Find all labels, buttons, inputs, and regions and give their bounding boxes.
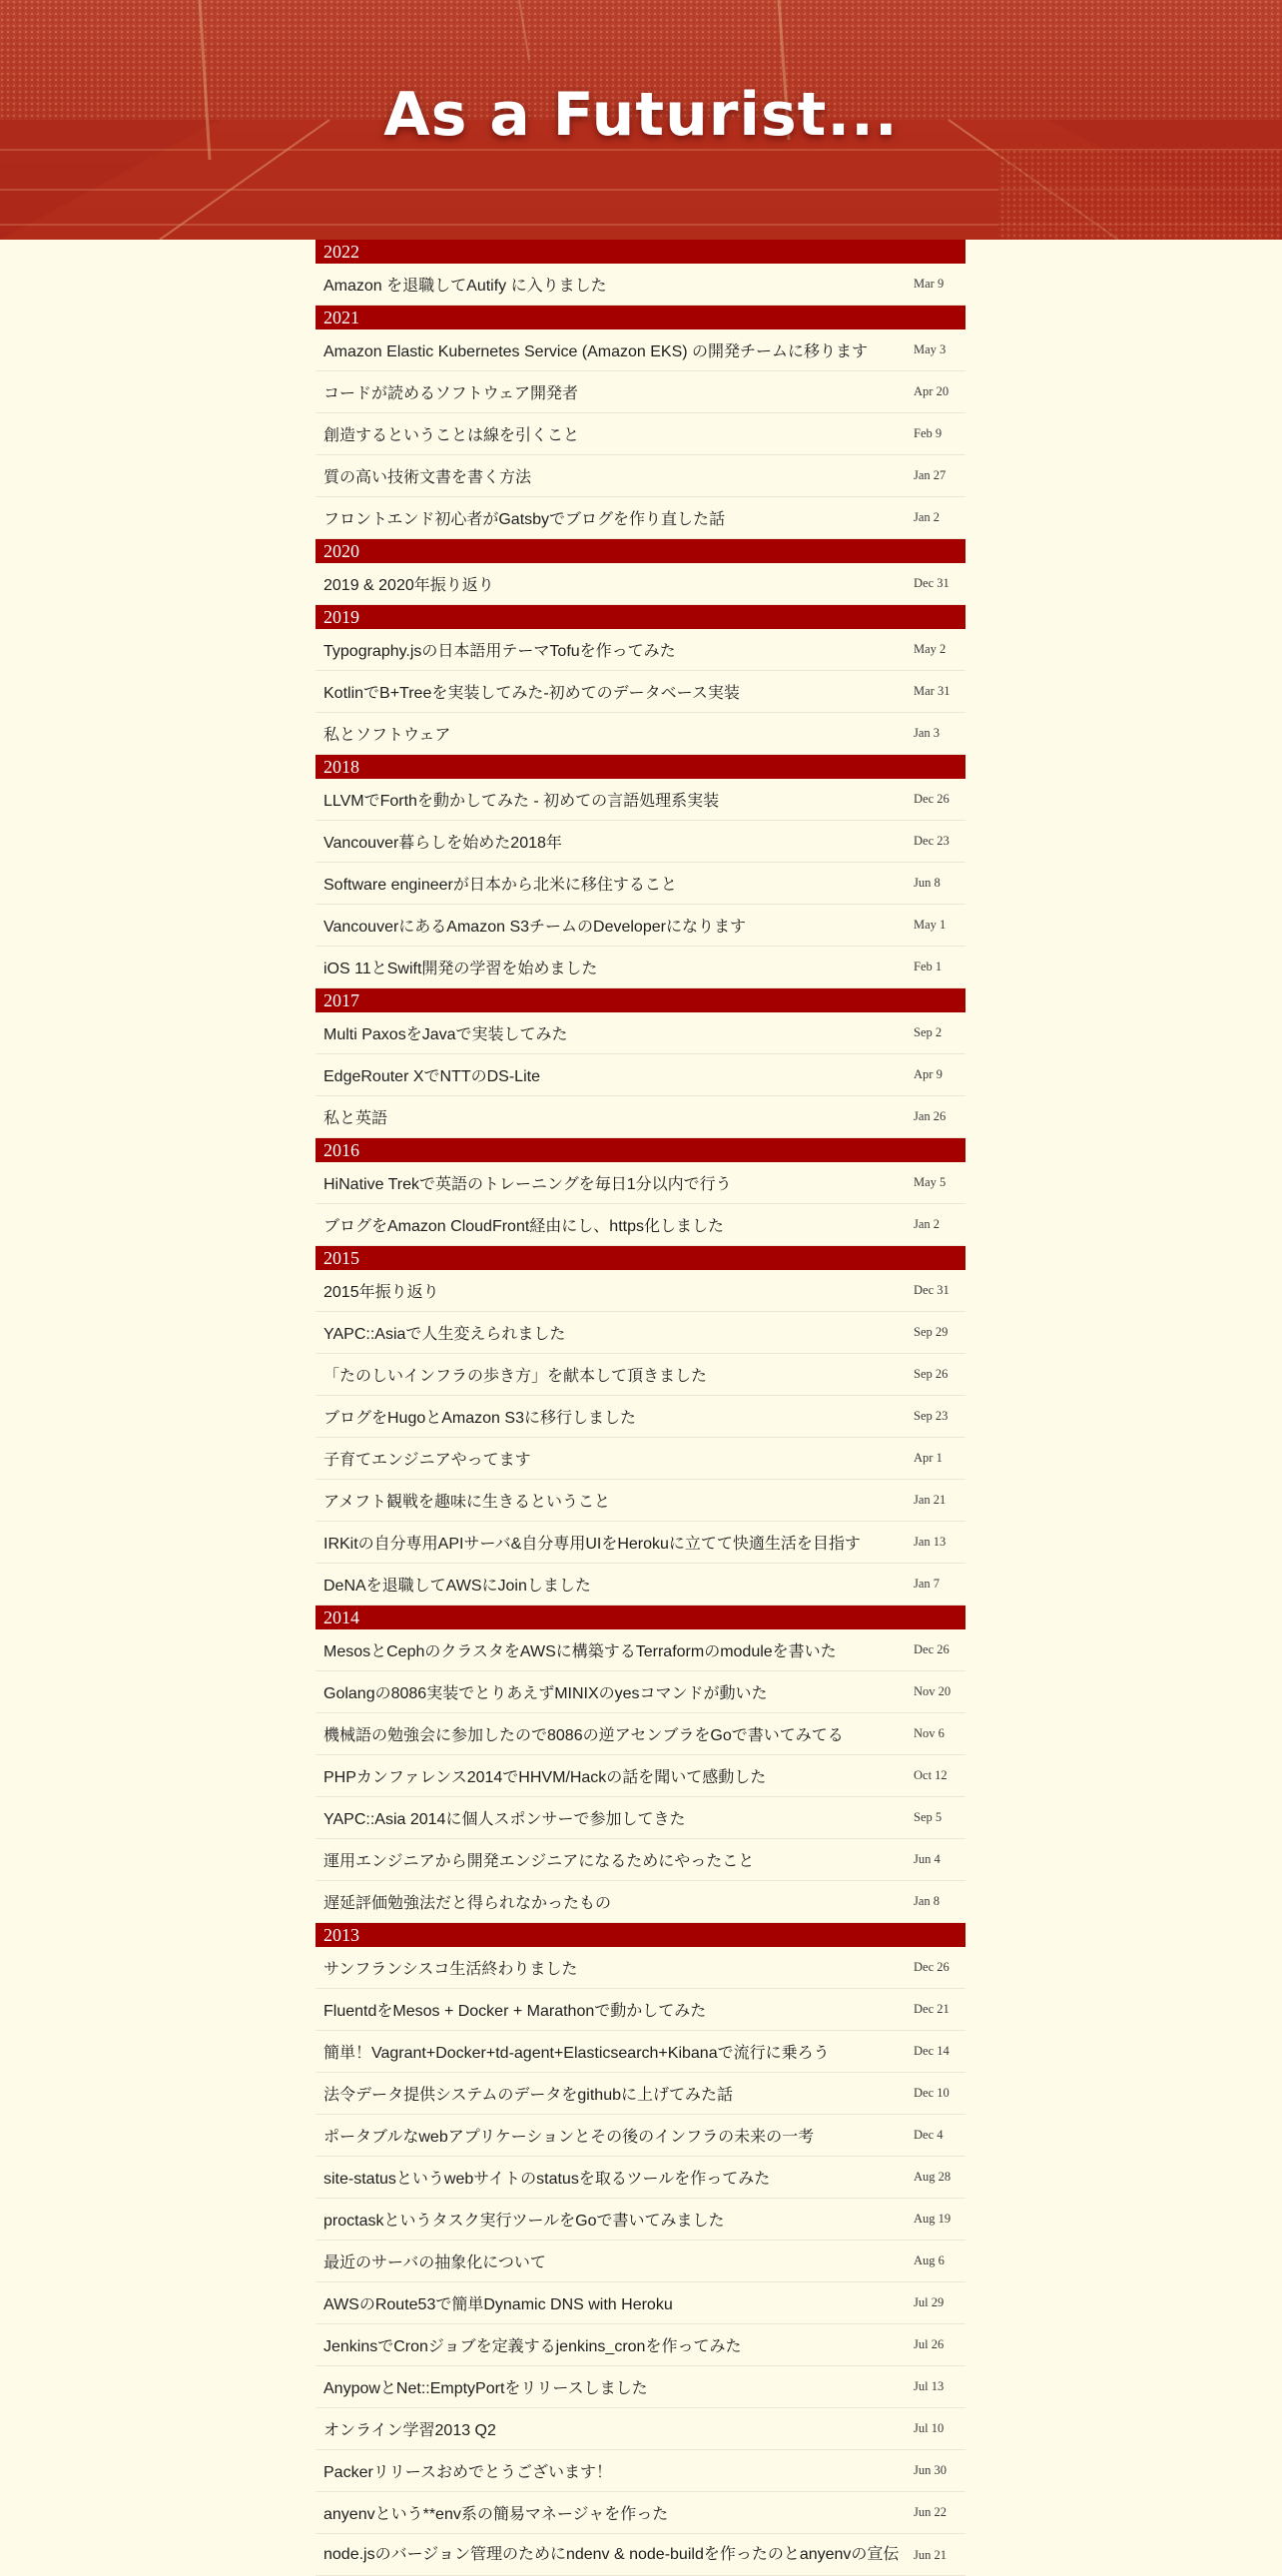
post-date: Jun 22 — [914, 2505, 947, 2519]
post-row[interactable] — [316, 1564, 965, 1606]
post-date: Sep 5 — [914, 1810, 943, 1824]
post-row[interactable] — [316, 2115, 965, 2157]
post-row[interactable] — [316, 1755, 965, 1797]
post-title-link[interactable]: VancouverにあるAmazon S3チームのDeveloperになります — [323, 919, 746, 936]
post-date: Dec 26 — [914, 1960, 950, 1974]
post-date: Dec 31 — [914, 576, 950, 590]
post-date: Jul 13 — [914, 2379, 945, 2393]
post-row[interactable] — [316, 2450, 965, 2492]
post-date: Apr 9 — [914, 1067, 943, 1081]
post-title-link[interactable]: 「たのしいインフラの歩き方」を献本して頂きました — [323, 1368, 708, 1385]
post-row[interactable] — [316, 1947, 965, 1989]
post-row[interactable] — [316, 629, 965, 671]
post-date: Jun 30 — [914, 2463, 947, 2477]
year-header: 2015 — [316, 1246, 965, 1270]
post-title-link[interactable]: AnypowとNet::EmptyPortをリリースしました — [323, 2380, 648, 2397]
post-title-link[interactable]: iOS 11とSwift開発の学習を始めました — [323, 961, 598, 977]
post-date: Dec 23 — [914, 834, 950, 848]
post-date: Nov 20 — [914, 1684, 952, 1698]
post-date: May 2 — [914, 642, 947, 656]
post-title-link[interactable]: YAPC::Asia 2014に個人スポンサーで参加してきた — [323, 1811, 686, 1828]
post-row[interactable] — [316, 1054, 965, 1096]
post-date: Sep 2 — [914, 1025, 943, 1039]
post-title-link[interactable]: 運用エンジニアから開発エンジニアになるためにやったこと — [323, 1853, 755, 1870]
post-date: Jul 29 — [914, 2295, 945, 2309]
post-date: Oct 12 — [914, 1768, 948, 1782]
post-title-link[interactable]: KotlinでB+Treeを実装してみた-初めてのデータベース実装 — [323, 685, 740, 702]
post-row[interactable] — [316, 2199, 965, 2241]
post-title-link[interactable]: proctaskというタスク実行ツールをGoで書いてみました — [323, 2213, 725, 2230]
post-date: Jan 2 — [914, 510, 941, 524]
post-date: Apr 1 — [914, 1451, 943, 1465]
post-row[interactable] — [316, 2492, 965, 2534]
post-row[interactable] — [316, 1522, 965, 1564]
year-header: 2022 — [316, 240, 965, 264]
post-date: Dec 26 — [914, 792, 950, 806]
post-date: Apr 20 — [914, 384, 950, 398]
post-title-link[interactable]: Amazon を退職してAutify に入りました — [323, 278, 607, 295]
post-title-link[interactable]: 2015年振り返り — [323, 1284, 439, 1301]
post-title-link[interactable]: IRKitの自分専用APIサーバ&自分専用UIをHerokuに立てて快適生活を目指す — [323, 1536, 861, 1553]
post-title-link[interactable]: フロントエンド初心者がGatsbyでブログを作り直した話 — [323, 511, 726, 528]
post-date: Jan 2 — [914, 1217, 941, 1231]
post-title-link[interactable]: site-statusというwebサイトのstatusを取るツールを作ってみた — [323, 2171, 771, 2188]
post-row[interactable] — [316, 455, 965, 497]
post-row[interactable] — [316, 1713, 965, 1755]
post-row[interactable] — [316, 329, 965, 371]
post-row[interactable] — [316, 1438, 965, 1480]
post-title-link[interactable]: 法令データ提供システムのデータをgithubに上げてみた話 — [323, 2087, 733, 2104]
post-date: Feb 1 — [914, 960, 943, 973]
post-title-link[interactable]: Amazon Elastic Kubernetes Service (Amazon EKS) の開発チームに移ります — [323, 343, 869, 360]
post-title-link[interactable]: Typography.jsの日本語用テーマTofuを作ってみた — [323, 643, 676, 660]
post-row[interactable] — [316, 497, 965, 539]
post-title-link[interactable]: オンライン学習2013 Q2 — [323, 2422, 496, 2439]
post-row[interactable] — [316, 1354, 965, 1396]
post-title-link[interactable]: LLVMでForthを動かしてみた - 初めての言語処理系実装 — [323, 793, 720, 810]
post-row[interactable] — [316, 863, 965, 905]
post-title-link[interactable]: ポータブルなwebアプリケーションとその後のインフラの未来の一考 — [323, 2129, 815, 2146]
post-row[interactable] — [316, 2324, 965, 2366]
post-title-link[interactable]: 遅延評価勉強法だと得られなかったもの — [323, 1895, 612, 1912]
post-row[interactable] — [316, 671, 965, 713]
post-date: Jan 26 — [914, 1109, 947, 1123]
post-date: Dec 14 — [914, 2044, 950, 2058]
post-date: Jul 10 — [914, 2421, 945, 2435]
post-row[interactable] — [316, 264, 965, 306]
year-header: 2016 — [316, 1138, 965, 1162]
post-row[interactable] — [316, 2241, 965, 2282]
post-title-link[interactable]: anyenvという**env系の簡易マネージャを作った — [323, 2506, 669, 2523]
post-row[interactable] — [316, 1270, 965, 1312]
post-row[interactable] — [316, 2031, 965, 2073]
post-row[interactable] — [316, 2366, 965, 2408]
post-row[interactable] — [316, 2157, 965, 2199]
site-title[interactable]: As a Futurist... — [383, 80, 899, 150]
post-row[interactable] — [316, 1881, 965, 1923]
post-row[interactable] — [316, 1396, 965, 1438]
post-title-link[interactable]: 2019 & 2020年振り返り — [323, 577, 494, 594]
post-date: Jun 21 — [914, 2548, 947, 2562]
post-title-link[interactable]: 簡単！Vagrant+Docker+td-agent+Elasticsearch+Kibanaで流行に乗ろう — [323, 2045, 830, 2062]
post-date: Jan 7 — [914, 1577, 941, 1591]
post-title-link[interactable]: PHPカンファレンス2014でHHVM/Hackの話を聞いて感動した — [323, 1769, 767, 1786]
post-date: Aug 6 — [914, 2254, 945, 2267]
post-row[interactable] — [316, 1204, 965, 1246]
post-date: Dec 31 — [914, 1283, 950, 1297]
post-row[interactable] — [316, 1629, 965, 1671]
post-row[interactable] — [316, 1480, 965, 1522]
post-date: Jun 4 — [914, 1852, 941, 1866]
post-title-link[interactable]: 質の高い技術文書を書く方法 — [323, 469, 532, 486]
post-date: Dec 21 — [914, 2002, 950, 2016]
post-title-link[interactable]: FluentdをMesos + Docker + Marathonで動かしてみた — [323, 2003, 707, 2020]
post-row[interactable] — [316, 2534, 965, 2576]
post-date: May 5 — [914, 1175, 947, 1189]
post-row[interactable] — [316, 1162, 965, 1204]
year-header: 2017 — [316, 988, 965, 1012]
post-title-link[interactable]: 最近のサーバの抽象化について — [323, 2254, 546, 2271]
post-row[interactable] — [316, 905, 965, 947]
post-row[interactable] — [316, 1671, 965, 1713]
post-row[interactable] — [316, 1839, 965, 1881]
post-row[interactable] — [316, 563, 965, 605]
post-title-link[interactable]: ブログをAmazon CloudFront経由にし、https化しました — [323, 1218, 724, 1235]
post-date: Jan 27 — [914, 468, 947, 482]
post-date: Aug 19 — [914, 2212, 952, 2226]
post-row[interactable] — [316, 2282, 965, 2324]
post-row[interactable] — [316, 2073, 965, 2115]
post-row[interactable] — [316, 1989, 965, 2031]
post-date: Jan 21 — [914, 1493, 947, 1507]
post-date: Aug 28 — [914, 2170, 952, 2184]
year-header: 2013 — [316, 1923, 965, 1947]
post-title-link[interactable]: Software engineerが日本から北米に移住すること — [323, 877, 677, 894]
post-title-link[interactable]: AWSのRoute53で簡単Dynamic DNS with Heroku — [323, 2296, 673, 2313]
post-title-link[interactable]: node.jsのバージョン管理のためにndenv & node-buildを作ったのとanyenvの宣伝 — [323, 2546, 900, 2563]
post-title-link[interactable]: ブログをHugoとAmazon S3に移行しました — [323, 1410, 636, 1427]
post-title-link[interactable]: Packerリリースおめでとうございます！ — [323, 2464, 612, 2481]
post-row[interactable] — [316, 1012, 965, 1054]
post-date: Mar 31 — [914, 684, 951, 698]
post-row[interactable] — [316, 1096, 965, 1138]
post-row[interactable] — [316, 713, 965, 755]
post-row[interactable] — [316, 2408, 965, 2450]
post-date: Jul 26 — [914, 2337, 945, 2351]
post-title-link[interactable]: YAPC::Asiaで人生変えられました — [323, 1326, 566, 1343]
post-title-link[interactable]: Multi PaxosをJavaで実装してみた — [323, 1026, 568, 1043]
post-row[interactable] — [316, 371, 965, 413]
post-title-link[interactable]: コードが読めるソフトウェア開発者 — [323, 385, 579, 402]
year-header: 2014 — [316, 1606, 965, 1629]
post-row[interactable] — [316, 947, 965, 988]
post-title-link[interactable]: Vancouver暮らしを始めた2018年 — [323, 835, 562, 852]
post-date: Jan 13 — [914, 1535, 947, 1549]
post-title-link[interactable]: サンフランシスコ生活終わりました — [323, 1961, 578, 1978]
post-title-link[interactable]: 創造するということは線を引くこと — [323, 427, 580, 444]
year-header: 2019 — [316, 605, 965, 629]
post-date: Dec 4 — [914, 2128, 944, 2142]
year-header: 2020 — [316, 539, 965, 563]
post-row[interactable] — [316, 1797, 965, 1839]
post-date: May 1 — [914, 918, 947, 932]
post-title-link[interactable]: 機械語の勉強会に参加したので8086の逆アセンブラをGoで書いてみてる — [323, 1727, 844, 1744]
post-row[interactable] — [316, 779, 965, 821]
post-date: Jan 3 — [914, 726, 941, 740]
year-header: 2021 — [316, 306, 965, 329]
post-date: Jun 8 — [914, 876, 941, 890]
post-archive-list — [316, 240, 965, 2576]
post-title-link[interactable]: MesosとCephのクラスタをAWSに構築するTerraformのmoduleを書いた — [323, 1643, 837, 1660]
post-title-link[interactable]: EdgeRouter XでNTTのDS-Lite — [323, 1068, 540, 1085]
post-title-link[interactable]: JenkinsでCronジョブを定義するjenkins_cronを作ってみた — [323, 2338, 742, 2355]
post-date: Sep 26 — [914, 1367, 949, 1381]
post-date: Mar 9 — [914, 277, 945, 291]
post-date: May 3 — [914, 342, 947, 356]
year-header: 2018 — [316, 755, 965, 779]
post-date: Dec 26 — [914, 1642, 950, 1656]
post-title-link[interactable]: DeNAを退職してAWSにJoinしました — [323, 1578, 591, 1595]
post-date: Feb 9 — [914, 426, 943, 440]
post-title-link[interactable]: 子育てエンジニアやってます — [323, 1452, 531, 1469]
post-title-link[interactable]: 私とソフトウェア — [323, 727, 451, 744]
post-date: Sep 29 — [914, 1325, 949, 1339]
post-title-link[interactable]: アメフト観戦を趣味に生きるということ — [323, 1494, 611, 1511]
post-title-link[interactable]: Golangの8086実装でとりあえずMINIXのyesコマンドが動いた — [323, 1685, 768, 1702]
post-title-link[interactable]: 私と英語 — [323, 1110, 388, 1127]
post-row[interactable] — [316, 1312, 965, 1354]
hero-banner — [0, 0, 1282, 240]
post-title-link[interactable]: HiNative Trekで英語のトレーニングを毎日1分以内で行う — [323, 1176, 732, 1193]
post-date: Nov 6 — [914, 1726, 945, 1740]
post-row[interactable] — [316, 821, 965, 863]
post-date: Sep 23 — [914, 1409, 949, 1423]
post-date: Dec 10 — [914, 2086, 950, 2100]
post-row[interactable] — [316, 413, 965, 455]
post-date: Jan 8 — [914, 1894, 941, 1908]
